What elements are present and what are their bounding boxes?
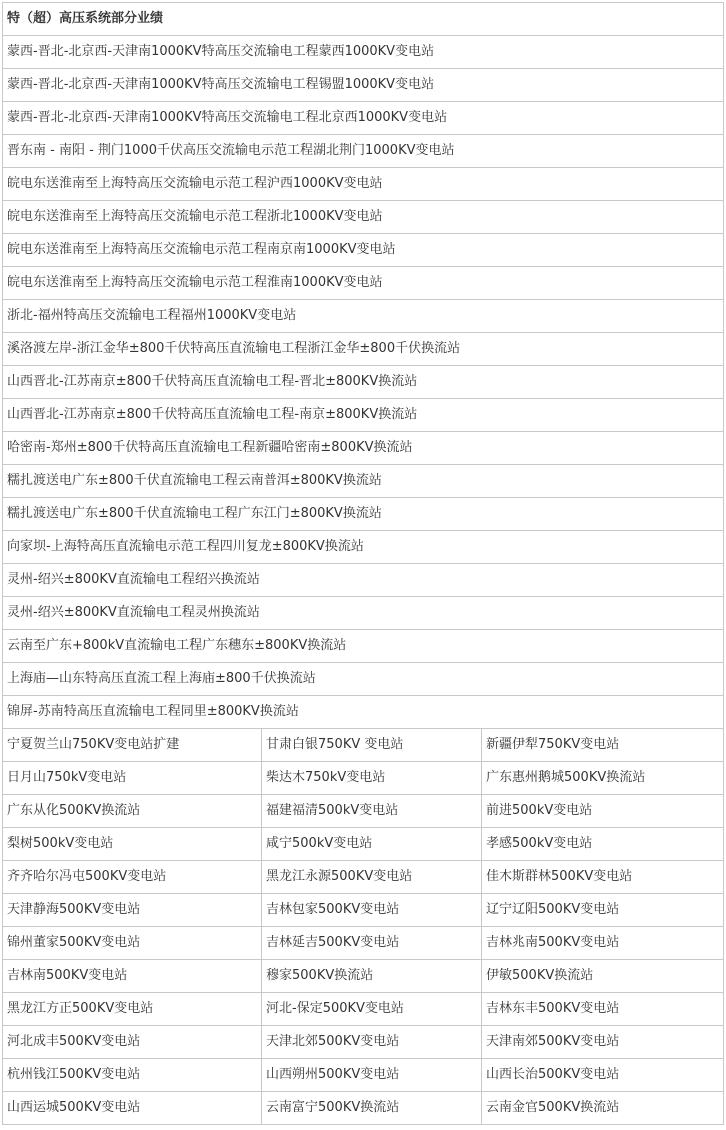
station-cell: 锦州董家500KV变电站 xyxy=(3,927,262,960)
table-title: 特（超）高压系统部分业绩 xyxy=(3,3,724,36)
project-cell: 糯扎渡送电广东±800千伏直流输电工程广东江门±800KV换流站 xyxy=(3,498,724,531)
station-cell: 佳木斯群林500KV变电站 xyxy=(482,861,724,894)
project-row xyxy=(3,498,724,531)
station-cell: 日月山750kV变电站 xyxy=(3,762,262,795)
station-cell: 山西长治500KV变电站 xyxy=(482,1059,724,1092)
project-cell: 山西晋北-江苏南京±800千伏特高压直流输电工程-晋北±800KV换流站 xyxy=(3,366,724,399)
station-row xyxy=(3,927,724,960)
project-cell: 皖电东送淮南至上海特高压交流输电示范工程沪西1000KV变电站 xyxy=(3,168,724,201)
project-row xyxy=(3,333,724,366)
project-cell: 上海庙—山东特高压直流工程上海庙±800千伏换流站 xyxy=(3,663,724,696)
project-cell: 山西晋北-江苏南京±800千伏特高压直流输电工程-南京±800KV换流站 xyxy=(3,399,724,432)
project-row xyxy=(3,564,724,597)
station-row xyxy=(3,729,724,762)
station-cell: 宁夏贺兰山750KV变电站扩建 xyxy=(3,729,262,762)
station-cell: 吉林南500KV变电站 xyxy=(3,960,262,993)
project-row xyxy=(3,630,724,663)
station-cell: 天津南郊500KV变电站 xyxy=(482,1026,724,1059)
project-row xyxy=(3,399,724,432)
project-cell: 皖电东送淮南至上海特高压交流输电示范工程浙北1000KV变电站 xyxy=(3,201,724,234)
project-cell: 蒙西-晋北-北京西-天津南1000KV特高压交流输电工程北京西1000KV变电站 xyxy=(3,102,724,135)
station-cell: 新疆伊犁750KV变电站 xyxy=(482,729,724,762)
station-cell: 吉林延吉500KV变电站 xyxy=(262,927,482,960)
project-row xyxy=(3,168,724,201)
project-row xyxy=(3,300,724,333)
station-cell: 云南富宁500KV换流站 xyxy=(262,1092,482,1125)
station-cell: 山西运城500KV变电站 xyxy=(3,1092,262,1125)
station-row xyxy=(3,993,724,1026)
project-cell: 皖电东送淮南至上海特高压交流输电示范工程南京南1000KV变电站 xyxy=(3,234,724,267)
station-row xyxy=(3,795,724,828)
project-cell: 向家坝-上海特高压直流输电示范工程四川复龙±800KV换流站 xyxy=(3,531,724,564)
station-cell: 山西朔州500KV变电站 xyxy=(262,1059,482,1092)
project-cell: 溪洛渡左岸-浙江金华±800千伏特高压直流输电工程浙江金华±800千伏换流站 xyxy=(3,333,724,366)
project-row xyxy=(3,696,724,729)
station-cell: 广东惠州鹅城500KV换流站 xyxy=(482,762,724,795)
station-row xyxy=(3,1026,724,1059)
station-cell: 梨树500kV变电站 xyxy=(3,828,262,861)
station-row xyxy=(3,960,724,993)
project-cell: 蒙西-晋北-北京西-天津南1000KV特高压交流输电工程锡盟1000KV变电站 xyxy=(3,69,724,102)
station-cell: 云南金官500KV换流站 xyxy=(482,1092,724,1125)
project-row xyxy=(3,432,724,465)
station-cell: 河北成丰500KV变电站 xyxy=(3,1026,262,1059)
project-cell: 晋东南 - 南阳 - 荆门1000千伏高压交流输电示范工程湖北荆门1000KV变电站 xyxy=(3,135,724,168)
station-row xyxy=(3,762,724,795)
project-row xyxy=(3,366,724,399)
station-cell: 柴达木750kV变电站 xyxy=(262,762,482,795)
table-header-row xyxy=(3,3,724,36)
project-row xyxy=(3,102,724,135)
project-cell: 蒙西-晋北-北京西-天津南1000KV特高压交流输电工程蒙西1000KV变电站 xyxy=(3,36,724,69)
station-cell: 伊敏500KV换流站 xyxy=(482,960,724,993)
project-cell: 灵州-绍兴±800KV直流输电工程灵州换流站 xyxy=(3,597,724,630)
project-cell: 糯扎渡送电广东±800千伏直流输电工程云南普洱±800KV换流站 xyxy=(3,465,724,498)
station-cell: 辽宁辽阳500KV变电站 xyxy=(482,894,724,927)
project-row xyxy=(3,69,724,102)
project-cell: 灵州-绍兴±800KV直流输电工程绍兴换流站 xyxy=(3,564,724,597)
station-cell: 吉林东丰500KV变电站 xyxy=(482,993,724,1026)
project-row xyxy=(3,267,724,300)
station-row xyxy=(3,861,724,894)
project-cell: 浙北-福州特高压交流输电工程福州1000KV变电站 xyxy=(3,300,724,333)
station-cell: 天津静海500KV变电站 xyxy=(3,894,262,927)
station-row xyxy=(3,894,724,927)
station-cell: 咸宁500kV变电站 xyxy=(262,828,482,861)
station-row xyxy=(3,828,724,861)
project-cell: 云南至广东+800kV直流输电工程广东穗东±800KV换流站 xyxy=(3,630,724,663)
station-cell: 天津北郊500KV变电站 xyxy=(262,1026,482,1059)
station-cell: 黑龙江永源500KV变电站 xyxy=(262,861,482,894)
project-row xyxy=(3,234,724,267)
station-cell: 黑龙江方正500KV变电站 xyxy=(3,993,262,1026)
station-cell: 吉林兆南500KV变电站 xyxy=(482,927,724,960)
station-cell: 吉林包家500KV变电站 xyxy=(262,894,482,927)
station-cell: 齐齐哈尔冯屯500KV变电站 xyxy=(3,861,262,894)
station-cell: 杭州钱江500KV变电站 xyxy=(3,1059,262,1092)
project-row xyxy=(3,201,724,234)
project-cell: 皖电东送淮南至上海特高压交流输电示范工程淮南1000KV变电站 xyxy=(3,267,724,300)
project-cell: 锦屏-苏南特高压直流输电工程同里±800KV换流站 xyxy=(3,696,724,729)
project-row xyxy=(3,135,724,168)
project-row xyxy=(3,663,724,696)
station-row xyxy=(3,1092,724,1125)
project-row xyxy=(3,36,724,69)
project-row xyxy=(3,465,724,498)
performance-table-body xyxy=(3,3,724,1125)
station-cell: 福建福清500kV变电站 xyxy=(262,795,482,828)
station-cell: 河北-保定500KV变电站 xyxy=(262,993,482,1026)
project-cell: 哈密南-郑州±800千伏特高压直流输电工程新疆哈密南±800KV换流站 xyxy=(3,432,724,465)
station-cell: 孝感500kV变电站 xyxy=(482,828,724,861)
station-cell: 广东从化500KV换流站 xyxy=(3,795,262,828)
performance-table xyxy=(2,2,724,1125)
project-row xyxy=(3,597,724,630)
station-cell: 甘肃白银750KV 变电站 xyxy=(262,729,482,762)
station-cell: 穆家500KV换流站 xyxy=(262,960,482,993)
station-cell: 前进500kV变电站 xyxy=(482,795,724,828)
station-row xyxy=(3,1059,724,1092)
project-row xyxy=(3,531,724,564)
